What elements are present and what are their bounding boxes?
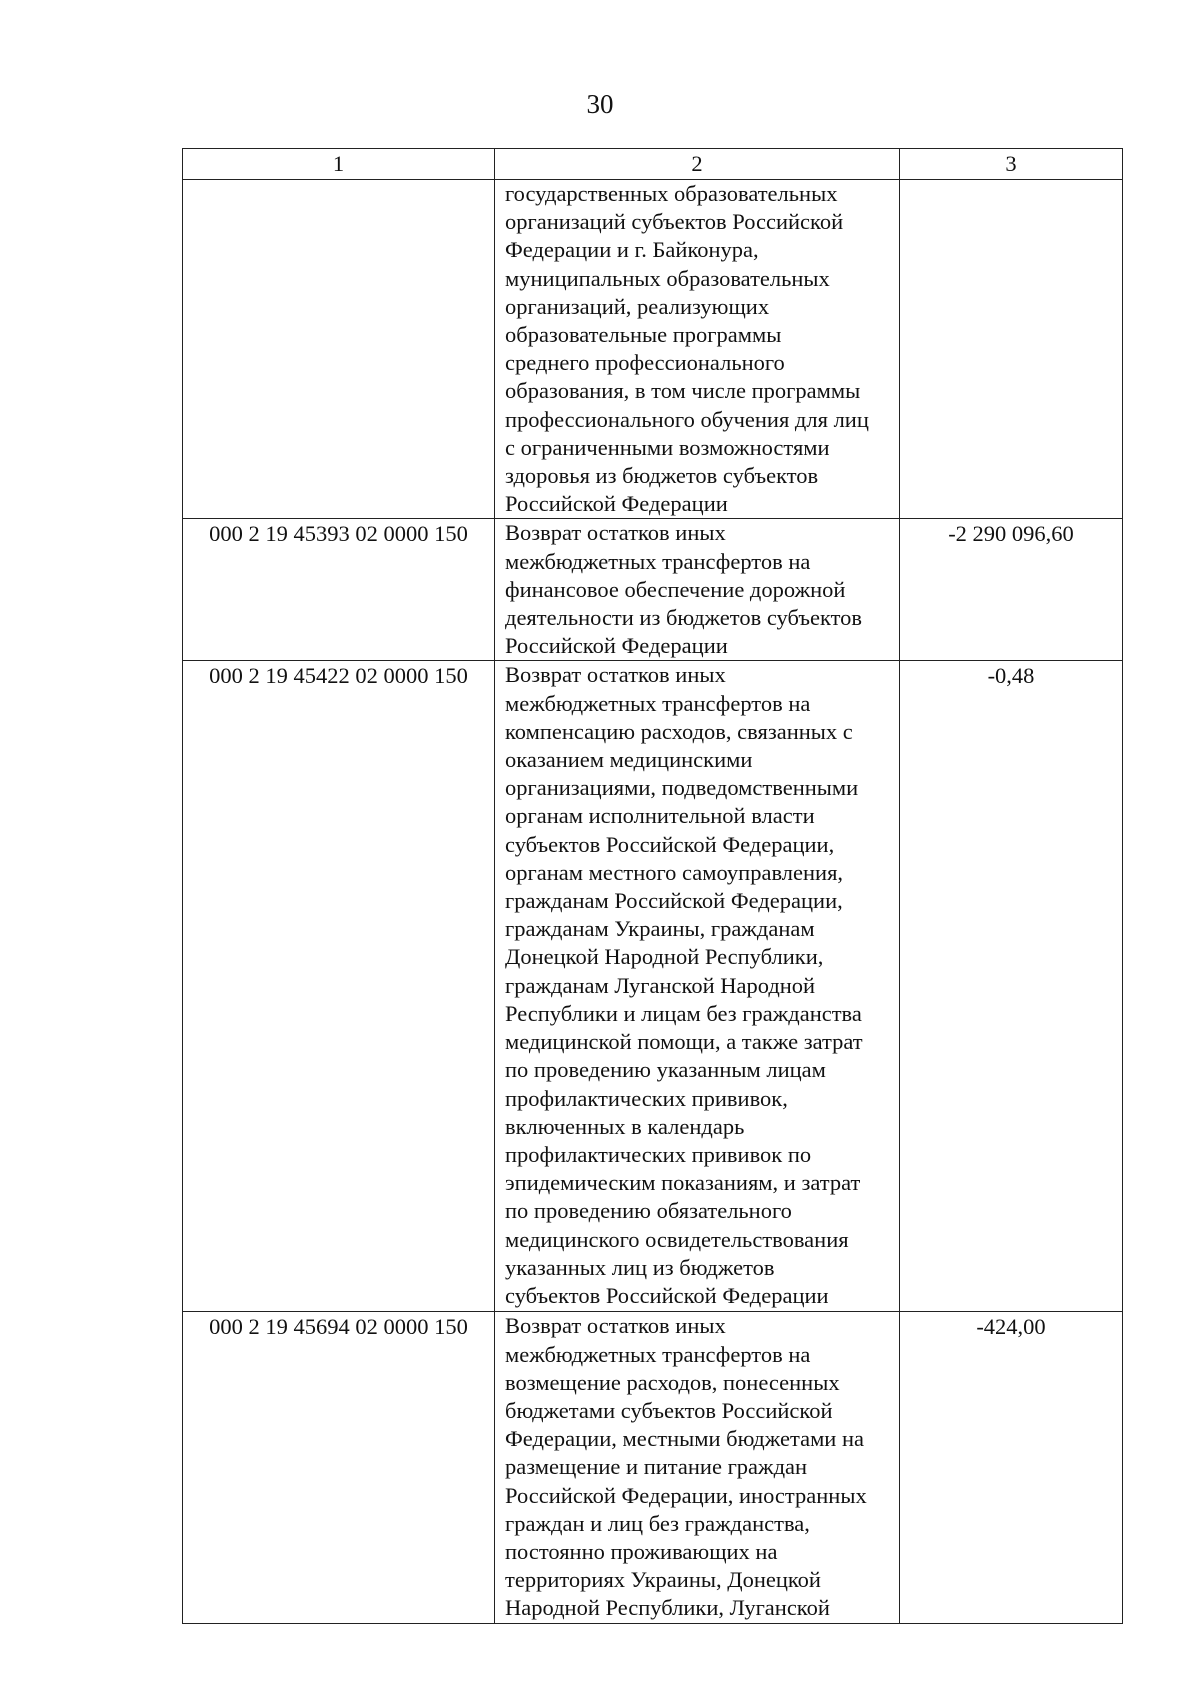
row-description: государственных образовательных организаций субъектов Российской Федерации и г. Байконура, муниципальных образовательных организаций, реализующих образовательные программы среднего профессионального образования, в том числе программы профессионального обучения для лиц с ограниченными возможностями здоровья из бюджетов субъектов Российской Федерации bbox=[495, 180, 900, 519]
row-code: 000 2 19 45422 02 0000 150 bbox=[183, 661, 495, 1312]
row-amount: -0,48 bbox=[900, 661, 1123, 1312]
column-header-1: 1 bbox=[183, 149, 495, 180]
row-code: 000 2 19 45694 02 0000 150 bbox=[183, 1312, 495, 1623]
table-row bbox=[183, 661, 1123, 1312]
table-header bbox=[183, 149, 1123, 180]
row-amount bbox=[900, 180, 1123, 519]
row-amount: -2 290 096,60 bbox=[900, 519, 1123, 661]
budget-table bbox=[182, 148, 1123, 1624]
row-code: 000 2 19 45393 02 0000 150 bbox=[183, 519, 495, 661]
table-body bbox=[183, 180, 1123, 1624]
row-description: Возврат остатков иных межбюджетных трансфертов на компенсацию расходов, связанных с оказанием медицинскими организациями, подведомственными органам исполнительной власти субъектов Российской Федерации, органам местного самоуправления, гражданам Российской Федерации, гражданам Украины, гражданам Донецкой Народной Республики, гражданам Луганской Народной Республики и лицам без гражданства медицинской помощи, а также затрат по проведению указанным лицам профилактических прививок, включенных в календарь профилактических прививок по эпидемическим показаниям, и затрат по проведению обязательного медицинского освидетельствования указанных лиц из бюджетов субъектов Российской Федерации bbox=[495, 661, 900, 1312]
column-header-3: 3 bbox=[900, 149, 1123, 180]
row-amount: -424,00 bbox=[900, 1312, 1123, 1623]
page-number: 30 bbox=[586, 89, 614, 119]
table-row bbox=[183, 1312, 1123, 1623]
row-code bbox=[183, 180, 495, 519]
row-description: Возврат остатков иных межбюджетных трансфертов на возмещение расходов, понесенных бюджетами субъектов Российской Федерации, местными бюджетами на размещение и питание граждан Российской Федерации, иностранных граждан и лиц без гражданства, постоянно проживающих на территориях Украины, Донецкой Народной Республики, Луганской bbox=[495, 1312, 900, 1623]
header-row bbox=[183, 149, 1123, 180]
table-row bbox=[183, 180, 1123, 519]
column-header-2: 2 bbox=[495, 149, 900, 180]
table-row bbox=[183, 519, 1123, 661]
row-description: Возврат остатков иных межбюджетных трансфертов на финансовое обеспечение дорожной деятельности из бюджетов субъектов Российской Федерации bbox=[495, 519, 900, 661]
